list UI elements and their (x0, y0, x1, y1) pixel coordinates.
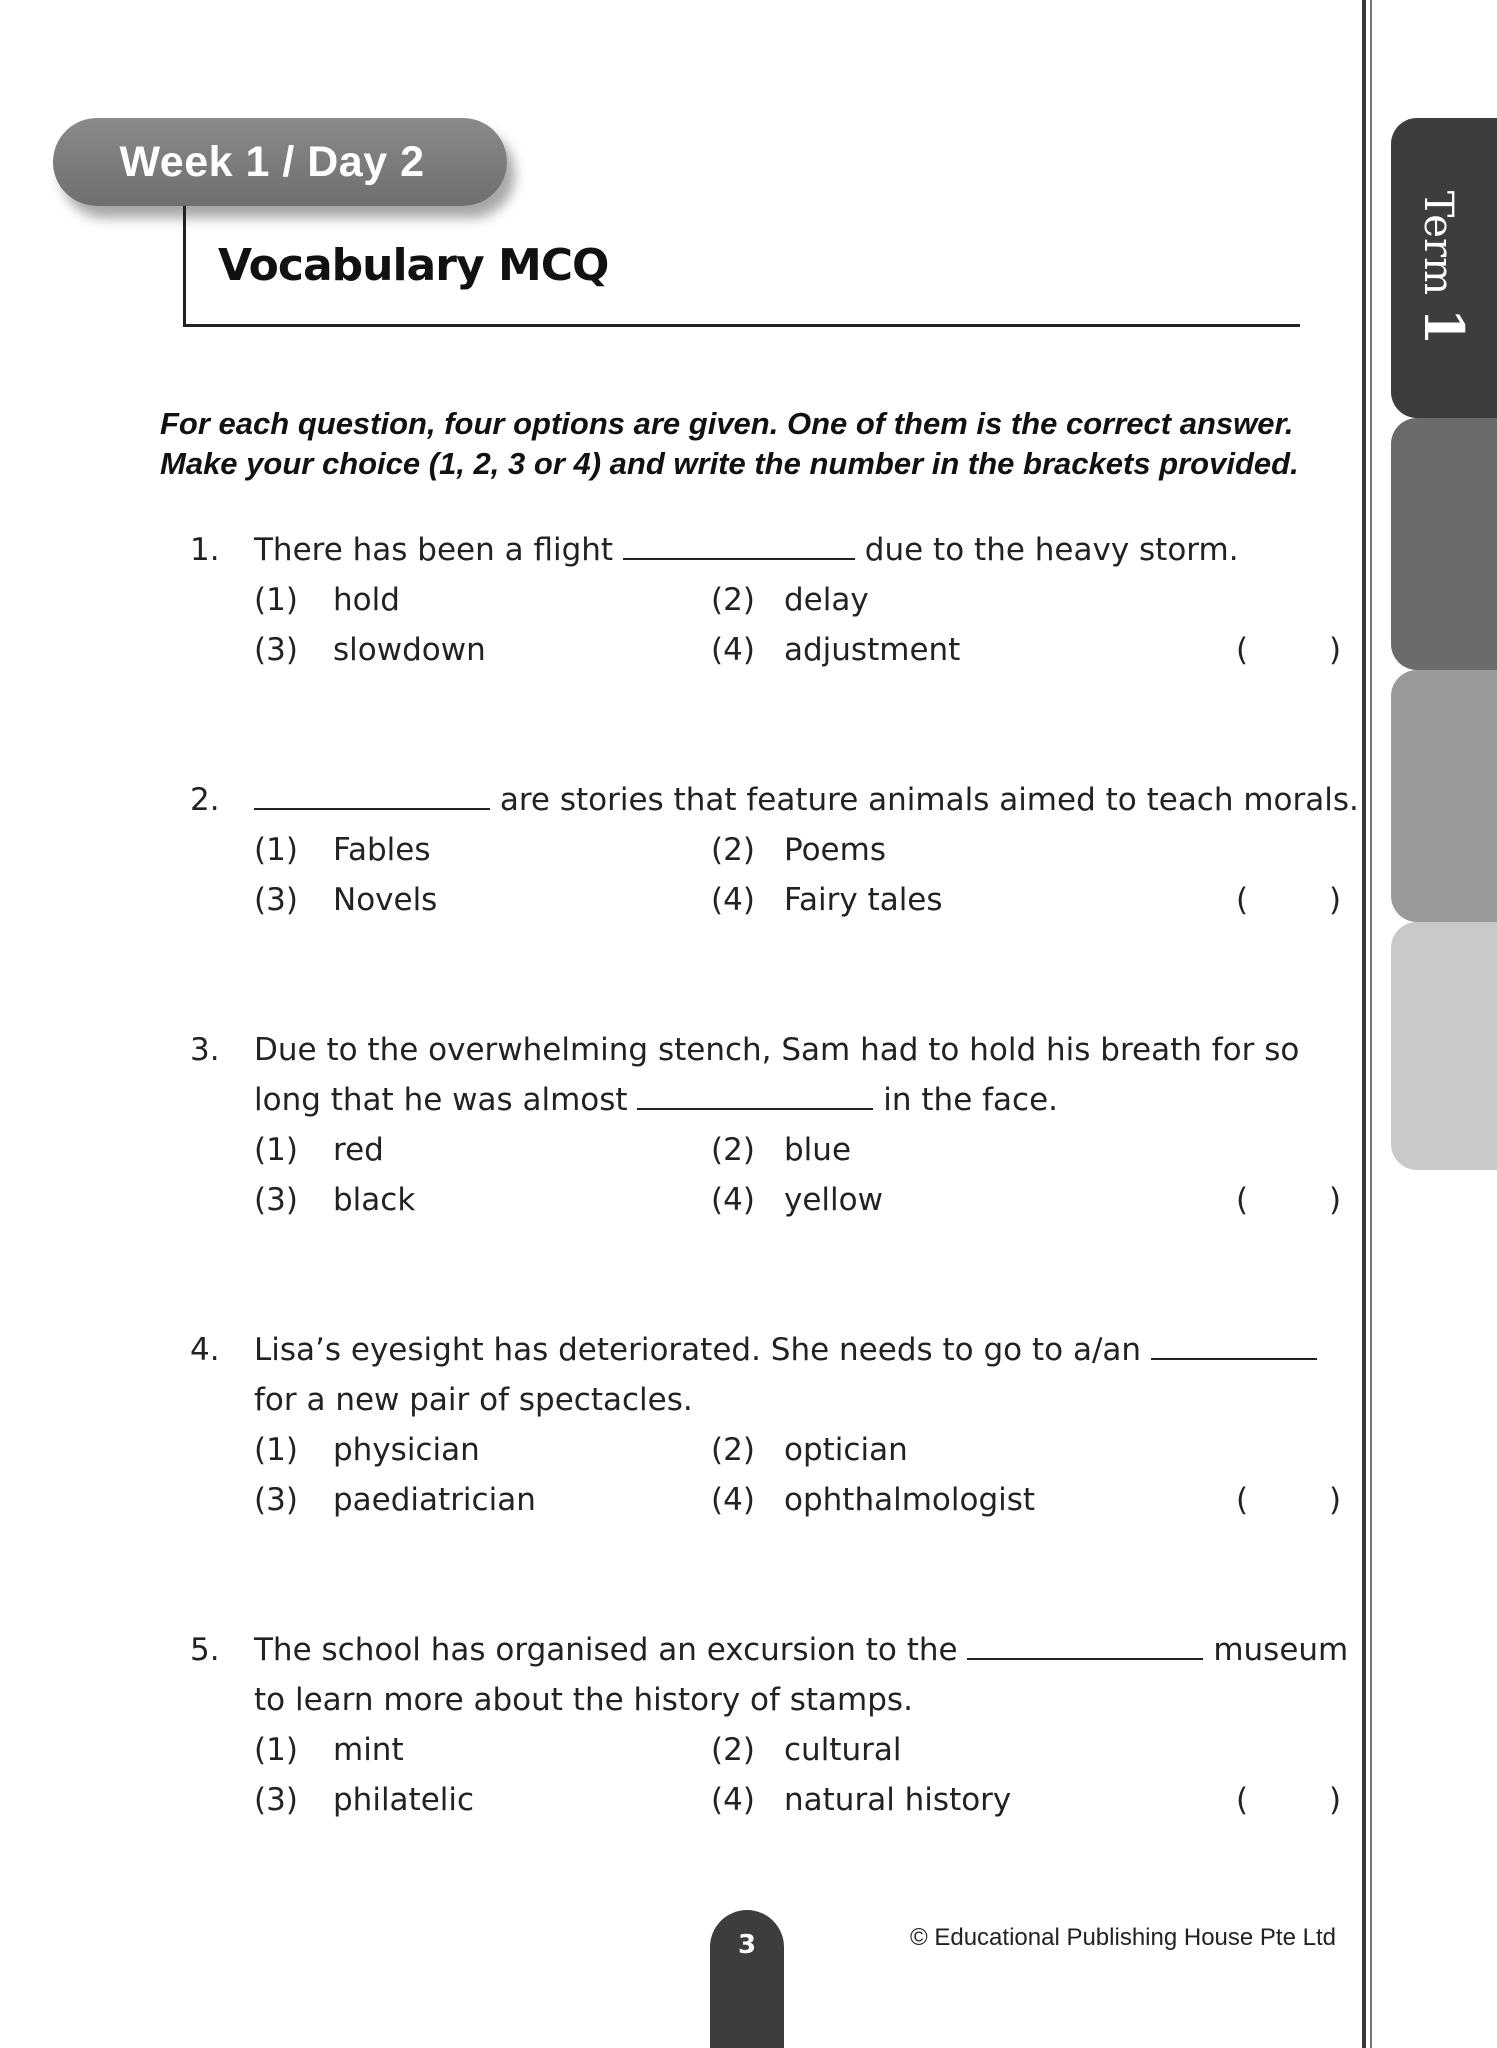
answer-blank (254, 807, 490, 810)
question-stem: to learn more about the history of stamps. (254, 1682, 913, 1718)
option-number: (1) (254, 1132, 298, 1168)
option-text: yellow (784, 1182, 883, 1218)
option-text: ophthalmologist (784, 1482, 1036, 1518)
term-tab-3 (1391, 670, 1497, 922)
term-tab-4 (1391, 922, 1497, 1170)
option-number: (3) (254, 882, 298, 918)
option-number: (1) (254, 1732, 298, 1768)
option-text: paediatrician (333, 1482, 536, 1518)
option-number: (3) (254, 632, 298, 668)
answer-bracket-open[interactable]: ( (1236, 882, 1249, 918)
page-title: Vocabulary MCQ (218, 240, 609, 291)
option-text: adjustment (784, 632, 961, 668)
question-number: 4. (190, 1332, 220, 1368)
answer-bracket-open[interactable]: ( (1236, 632, 1249, 668)
answer-bracket-open[interactable]: ( (1236, 1482, 1249, 1518)
question-stem: The school has organised an excursion to the museum (254, 1632, 1349, 1668)
page-edge-line-inner (1370, 0, 1372, 2048)
term-word: Term (1415, 190, 1461, 295)
option-text: Fairy tales (784, 882, 943, 918)
option-number: (3) (254, 1482, 298, 1518)
option-text: delay (784, 582, 869, 618)
answer-bracket-close[interactable]: ) (1329, 1182, 1342, 1218)
option-text: cultural (784, 1732, 902, 1768)
answer-bracket-close[interactable]: ) (1329, 1782, 1342, 1818)
question-number: 3. (190, 1032, 220, 1068)
option-text: Novels (333, 882, 438, 918)
option-text: black (333, 1182, 416, 1218)
question-stem: Lisa’s eyesight has deteriorated. She needs to go to a/an (254, 1332, 1317, 1368)
page-number-tab (710, 1910, 784, 2048)
option-text: natural history (784, 1782, 1012, 1818)
day-label-pill (53, 118, 507, 206)
question-stem: There has been a flight due to the heavy storm. (254, 532, 1239, 568)
answer-blank (967, 1657, 1203, 1660)
day-label: Week 1 / Day 2 (119, 137, 425, 186)
answer-bracket-close[interactable]: ) (1329, 632, 1342, 668)
option-text: slowdown (333, 632, 486, 668)
answer-blank (623, 557, 855, 560)
instructions (160, 404, 1340, 484)
instruction-line: Make your choice (1, 2, 3 or 4) and write the number in the brackets provided. (160, 446, 1299, 481)
option-number: (3) (254, 1182, 298, 1218)
option-text: hold (333, 582, 400, 618)
option-text: optician (784, 1432, 908, 1468)
option-number: (4) (711, 882, 755, 918)
question-number: 5. (190, 1632, 220, 1668)
option-text: philatelic (333, 1782, 475, 1818)
option-text: red (333, 1132, 384, 1168)
option-text: Fables (333, 832, 431, 868)
option-number: (3) (254, 1782, 298, 1818)
option-text: physician (333, 1432, 480, 1468)
term-label (1412, 191, 1476, 346)
page-number: 3 (737, 1930, 757, 1960)
answer-blank (1151, 1357, 1317, 1360)
option-number: (2) (711, 582, 755, 618)
option-number: (2) (711, 1732, 755, 1768)
option-number: (2) (711, 1132, 755, 1168)
option-number: (1) (254, 582, 298, 618)
option-number: (1) (254, 1432, 298, 1468)
option-number: (4) (711, 1782, 755, 1818)
answer-bracket-open[interactable]: ( (1236, 1782, 1249, 1818)
question-stem: Due to the overwhelming stench, Sam had to hold his breath for so (254, 1032, 1300, 1068)
option-number: (2) (711, 832, 755, 868)
option-number: (4) (711, 1182, 755, 1218)
answer-bracket-open[interactable]: ( (1236, 1182, 1249, 1218)
question-number: 2. (190, 782, 220, 818)
option-text: mint (333, 1732, 404, 1768)
option-text: Poems (784, 832, 886, 868)
copyright-notice: © Educational Publishing House Pte Ltd (910, 1924, 1336, 1951)
term-tab-2 (1391, 418, 1497, 670)
question-stem: are stories that feature animals aimed to teach morals. (254, 782, 1359, 818)
option-text: blue (784, 1132, 852, 1168)
instruction-line: For each question, four options are given. One of them is the correct answer. (160, 406, 1294, 441)
answer-bracket-close[interactable]: ) (1329, 882, 1342, 918)
answer-bracket-close[interactable]: ) (1329, 1482, 1342, 1518)
page-edge-line (1362, 0, 1366, 2048)
question-stem: for a new pair of spectacles. (254, 1382, 693, 1418)
option-number: (2) (711, 1432, 755, 1468)
term-number: 1 (1412, 307, 1476, 346)
option-number: (1) (254, 832, 298, 868)
option-number: (4) (711, 1482, 755, 1518)
question-number: 1. (190, 532, 220, 568)
question-stem: long that he was almost in the face. (254, 1082, 1059, 1118)
option-number: (4) (711, 632, 755, 668)
answer-blank (637, 1107, 873, 1110)
